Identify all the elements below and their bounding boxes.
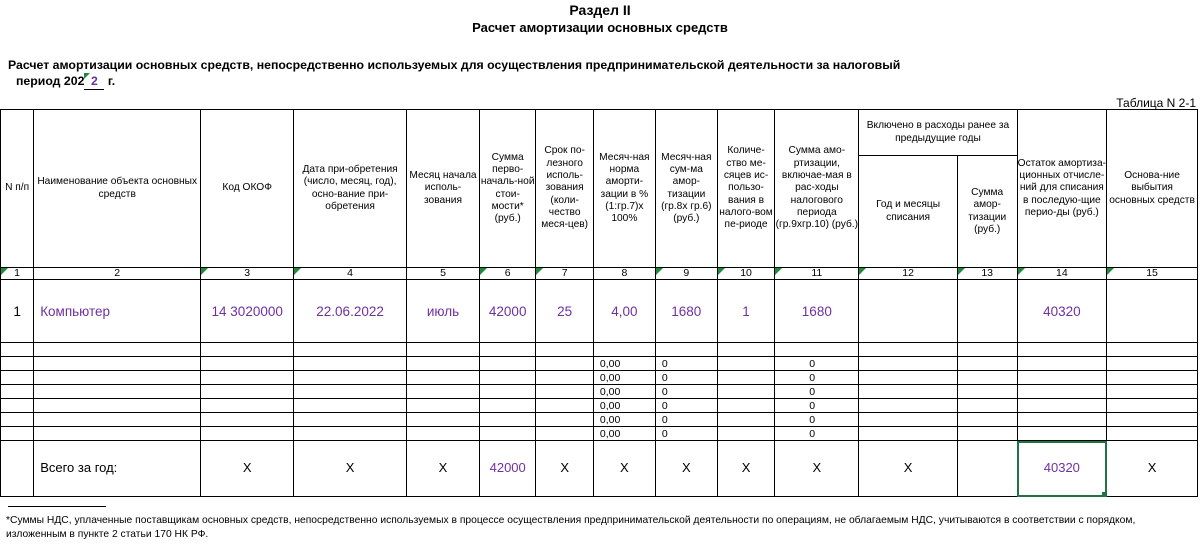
header-c1: N п/п: [1, 110, 34, 268]
cell[interactable]: [294, 343, 407, 357]
cell[interactable]: [717, 343, 775, 357]
header-c5: Месяц начала исполь-зования: [406, 110, 479, 268]
cell-monthly[interactable]: 0: [655, 399, 717, 413]
cell[interactable]: [406, 357, 479, 371]
cell-reason[interactable]: [1107, 280, 1198, 343]
total-c4[interactable]: Х: [294, 441, 407, 497]
cell[interactable]: [1, 399, 34, 413]
cell-amort[interactable]: 0: [775, 357, 859, 371]
total-row: [1, 441, 1198, 497]
cell[interactable]: [536, 357, 594, 371]
cell[interactable]: [201, 371, 294, 385]
cell-monthly[interactable]: 1680: [655, 280, 717, 343]
cell[interactable]: [957, 399, 1017, 413]
cell-amort-sum[interactable]: 1680: [775, 280, 859, 343]
table-row: [1, 427, 1198, 441]
table-row: [1, 385, 1198, 399]
header-c7: Срок по-лезного исполь-зования (коли-чество меся-цев): [536, 110, 594, 268]
cell-rate[interactable]: 0,00: [593, 385, 655, 399]
col-number: 11: [775, 268, 859, 280]
cell-okof[interactable]: 14 3020000: [201, 280, 294, 343]
cell[interactable]: [859, 385, 957, 399]
cell-amort[interactable]: [775, 343, 859, 357]
cell[interactable]: [294, 357, 407, 371]
cell-monthly[interactable]: 0: [655, 385, 717, 399]
cell-name[interactable]: Компьютер: [34, 280, 201, 343]
cell-amort[interactable]: 0: [775, 427, 859, 441]
total-c15[interactable]: Х: [1107, 441, 1198, 497]
cell-amort[interactable]: 0: [775, 399, 859, 413]
cell[interactable]: [294, 385, 407, 399]
cell[interactable]: [34, 343, 201, 357]
cell[interactable]: [717, 357, 775, 371]
cell-monthly[interactable]: 0: [655, 427, 717, 441]
cell-term[interactable]: 25: [536, 280, 594, 343]
cell-months-used[interactable]: 1: [717, 280, 775, 343]
selected-cell-remainder[interactable]: 40320: [1017, 441, 1107, 497]
cell-monthly[interactable]: [655, 343, 717, 357]
header-c10: Количе-ство ме-сяцев ис-пользо-вания в налого-вом пе-риоде: [717, 110, 775, 268]
cell[interactable]: [1, 427, 34, 441]
header-c3: Код ОКОФ: [201, 110, 294, 268]
cell-amort[interactable]: 0: [775, 371, 859, 385]
cell[interactable]: [536, 427, 594, 441]
cell-month[interactable]: июль: [406, 280, 479, 343]
col-number: 5: [406, 268, 479, 280]
cell[interactable]: [957, 427, 1017, 441]
cell-monthly[interactable]: 0: [655, 413, 717, 427]
cell[interactable]: [957, 371, 1017, 385]
cell[interactable]: [1017, 343, 1107, 357]
header-c15: Основа-ние выбытия основных средств: [1107, 110, 1198, 268]
table-row: [1, 280, 1198, 343]
total-c10[interactable]: Х: [717, 441, 775, 497]
cell[interactable]: [717, 399, 775, 413]
cell-rate[interactable]: 0,00: [593, 357, 655, 371]
cell[interactable]: [1, 343, 34, 357]
header-c14: Остаток амортиза-ционных отчисле-ний для списания в последую-щие перио-ды (руб.): [1017, 110, 1107, 268]
cell[interactable]: [1107, 371, 1198, 385]
cell[interactable]: [1017, 399, 1107, 413]
table-number: Таблица N 2-1: [1116, 96, 1196, 110]
col-number: 3: [201, 268, 294, 280]
table-row: [1, 413, 1198, 427]
cell[interactable]: [1017, 357, 1107, 371]
cell[interactable]: [201, 357, 294, 371]
total-c5[interactable]: Х: [406, 441, 479, 497]
cell[interactable]: [294, 399, 407, 413]
cell-rate[interactable]: 4,00: [593, 280, 655, 343]
cell[interactable]: [34, 371, 201, 385]
cell[interactable]: [717, 413, 775, 427]
total-c9[interactable]: Х: [655, 441, 717, 497]
table-row: [1, 371, 1198, 385]
cell-monthly[interactable]: 0: [655, 357, 717, 371]
footnote-divider: [8, 506, 106, 507]
total-c8[interactable]: Х: [593, 441, 655, 497]
year-cell[interactable]: 2: [84, 73, 104, 90]
amortization-table: [0, 109, 1198, 497]
cell[interactable]: [294, 413, 407, 427]
cell[interactable]: [1, 371, 34, 385]
cell[interactable]: [294, 371, 407, 385]
cell[interactable]: [957, 343, 1017, 357]
section-title: Раздел II: [569, 2, 631, 18]
col-number: 1: [1, 268, 34, 280]
cell[interactable]: [1107, 427, 1198, 441]
cell[interactable]: [1107, 399, 1198, 413]
cell-prev-amort[interactable]: [957, 280, 1017, 343]
cell[interactable]: [201, 413, 294, 427]
cell[interactable]: [859, 343, 957, 357]
intro-text: [8, 57, 900, 90]
cell[interactable]: [859, 413, 957, 427]
col-number: 2: [34, 268, 201, 280]
cell[interactable]: [536, 385, 594, 399]
cell[interactable]: [1107, 357, 1198, 371]
cell[interactable]: [536, 371, 594, 385]
footnote: *Суммы НДС, уплаченные поставщикам основных средств, непосредственно используемых в процессе осуществления предпринимательской деятельности по операциям, не облагаемым НДС, учитываются в соответствии с порядком, изложенным в пункте 2 статьи 170 НК РФ.: [6, 515, 1136, 540]
total-c11[interactable]: Х: [775, 441, 859, 497]
cell[interactable]: [1017, 413, 1107, 427]
cell[interactable]: [1017, 385, 1107, 399]
cell[interactable]: [1017, 371, 1107, 385]
cell-rate[interactable]: 0,00: [593, 371, 655, 385]
intro-line-2: [8, 73, 900, 90]
cell[interactable]: [859, 371, 957, 385]
cell-rate[interactable]: 0,00: [593, 413, 655, 427]
header-c8: Месяч-ная норма аморти-зации в % (1:гр.7)х 100%: [593, 110, 655, 268]
cell[interactable]: [34, 399, 201, 413]
table-row: [1, 357, 1198, 371]
header-c4: Дата при-обретения (число, месяц, год), осно-вание при-обретения: [294, 110, 407, 268]
cell[interactable]: [479, 371, 535, 385]
cell[interactable]: [479, 357, 535, 371]
col-number: 15: [1107, 268, 1198, 280]
col-number: 12: [859, 268, 957, 280]
col-number: 8: [593, 268, 655, 280]
cell[interactable]: [406, 399, 479, 413]
total-c7[interactable]: Х: [536, 441, 594, 497]
header-c2: Наименование объекта основных средств: [34, 110, 201, 268]
total-cost[interactable]: 42000: [479, 441, 535, 497]
total-c12[interactable]: Х: [859, 441, 957, 497]
cell[interactable]: [479, 385, 535, 399]
cell[interactable]: [717, 371, 775, 385]
cell[interactable]: [1107, 385, 1198, 399]
cell[interactable]: [1, 413, 34, 427]
cell[interactable]: [957, 441, 1017, 497]
cell-rate[interactable]: 0,00: [593, 399, 655, 413]
cell[interactable]: [294, 427, 407, 441]
cell[interactable]: [957, 357, 1017, 371]
col-number: 14: [1017, 268, 1107, 280]
cell[interactable]: [717, 385, 775, 399]
total-c3[interactable]: Х: [201, 441, 294, 497]
cell[interactable]: [1107, 413, 1198, 427]
header-c6: Сумма перво-началь-ной стои-мости* (руб.): [479, 110, 535, 268]
cell-remainder[interactable]: 40320: [1017, 280, 1107, 343]
cell[interactable]: [479, 427, 535, 441]
intro-suffix: г.: [104, 74, 116, 88]
cell[interactable]: [859, 357, 957, 371]
header-c11: Сумма амо-ртизации, включае-мая в рас-ходы налогового периода (гр.9хгр.10) (руб.): [775, 110, 859, 268]
cell[interactable]: [536, 399, 594, 413]
cell-rate[interactable]: 0,00: [593, 427, 655, 441]
cell[interactable]: [1107, 343, 1198, 357]
cell[interactable]: [957, 385, 1017, 399]
intro-line-1: Расчет амортизации основных средств, непосредственно используемых для осуществления предпринимательской деятельности за налоговый: [8, 58, 901, 72]
total-label[interactable]: Всего за год:: [34, 441, 201, 497]
cell[interactable]: [1, 441, 34, 497]
cell[interactable]: [957, 413, 1017, 427]
cell[interactable]: [201, 343, 294, 357]
col-number: 10: [717, 268, 775, 280]
cell[interactable]: [1017, 427, 1107, 441]
cell[interactable]: [406, 427, 479, 441]
cell[interactable]: [536, 343, 594, 357]
cell[interactable]: [859, 399, 957, 413]
cell[interactable]: [34, 357, 201, 371]
cell[interactable]: [201, 385, 294, 399]
table-row: [1, 343, 1198, 357]
col-number: 9: [655, 268, 717, 280]
cell[interactable]: [34, 427, 201, 441]
cell-year-months[interactable]: [859, 280, 957, 343]
cell-cost[interactable]: 42000: [479, 280, 535, 343]
col-number: 6: [479, 268, 535, 280]
header-c13: Сумма амор-тизации (руб.): [957, 156, 1017, 268]
cell[interactable]: [34, 413, 201, 427]
cell[interactable]: [536, 413, 594, 427]
cell[interactable]: [717, 427, 775, 441]
cell[interactable]: [1, 357, 34, 371]
cell-amort[interactable]: 0: [775, 413, 859, 427]
col-number: 13: [957, 268, 1017, 280]
cell-n[interactable]: 1: [1, 280, 34, 343]
cell[interactable]: [1, 385, 34, 399]
header-group-12-13: Включено в расходы ранее за предыдущие годы: [859, 110, 1017, 156]
cell[interactable]: [406, 343, 479, 357]
intro-prefix: период 202: [16, 74, 85, 88]
section-subtitle: Расчет амортизации основных средств: [472, 20, 728, 35]
cell[interactable]: [406, 371, 479, 385]
col-number: 7: [536, 268, 594, 280]
cell[interactable]: [34, 385, 201, 399]
cell[interactable]: [479, 343, 535, 357]
cell-monthly[interactable]: 0: [655, 371, 717, 385]
col-number: 4: [294, 268, 407, 280]
cell[interactable]: [479, 399, 535, 413]
cell[interactable]: [406, 413, 479, 427]
cell[interactable]: [406, 385, 479, 399]
cell[interactable]: [201, 399, 294, 413]
cell[interactable]: [201, 427, 294, 441]
cell-date[interactable]: 22.06.2022: [294, 280, 407, 343]
header-c9: Месяч-ная сум-ма амор-тизации (гр.8х гр.6) (руб.): [655, 110, 717, 268]
header-c12: Год и месяцы списания: [859, 156, 957, 268]
cell[interactable]: [479, 413, 535, 427]
cell-rate[interactable]: [593, 343, 655, 357]
cell-amort[interactable]: 0: [775, 385, 859, 399]
cell[interactable]: [859, 427, 957, 441]
table-row: [1, 399, 1198, 413]
